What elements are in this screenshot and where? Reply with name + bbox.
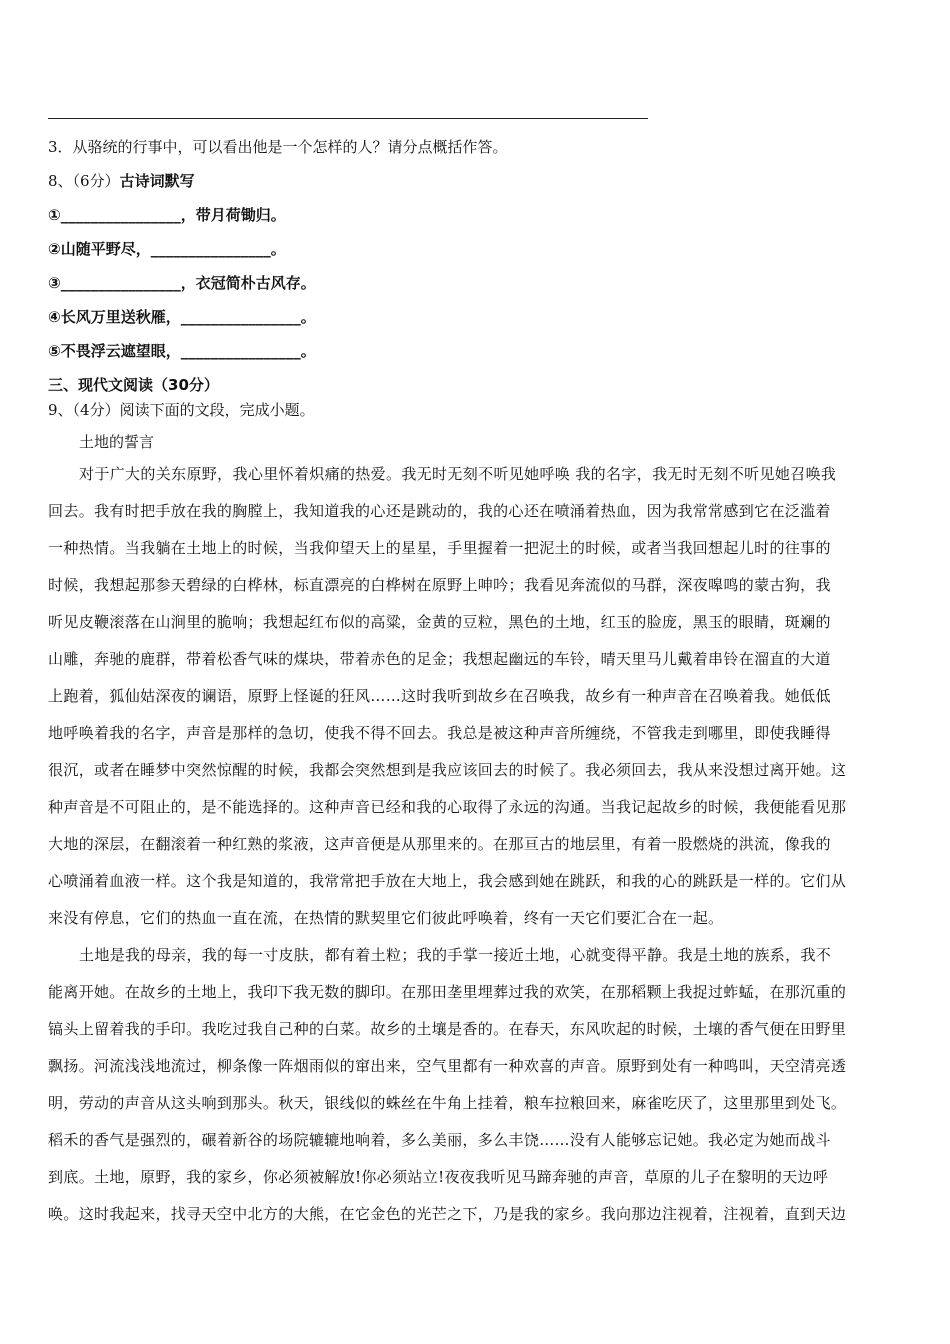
passage-line: 稻禾的香气是强烈的，碾着新谷的场院辘辘地响着，多么美丽，多么丰饶……没有人能够忘记她。我必定为她而战斗 (48, 1131, 831, 1149)
passage-line: 上跑着，狐仙姑深夜的谰语，原野上怪诞的狂风……这时我听到故乡在召唤我，故乡有一种声音在召唤着我。她低低 (48, 687, 831, 705)
passage-line: 回去。我有时把手放在我的胸膛上，我知道我的心还是跳动的，我的心还在喷涌着热血，因为我常常感到它在泛滥着 (48, 502, 831, 520)
passage-body (48, 456, 902, 1233)
passage-line: 明，劳动的声音从这头响到那头。秋天，银线似的蛛丝在牛角上挂着，粮车拉粮回来，麻雀吃厌了，这里那里到处飞。 (48, 1094, 847, 1112)
passage-title: 土地的誓言 (79, 433, 155, 451)
poem-item-2: ②山随平野尽，________________。 (48, 240, 286, 258)
poem-item-5: ⑤不畏浮云遮望眼，________________。 (48, 342, 316, 360)
passage-line: 飘扬。河流浅浅地流过，柳条像一阵烟雨似的窜出来，空气里都有一种欢喜的声音。原野到处有一种鸣叫，天空清亮透 (48, 1057, 847, 1075)
answer-line (48, 118, 648, 119)
poem-item-1: ①________________，带月荷锄归。 (48, 206, 286, 224)
passage-line: 时候，我想起那参天碧绿的白桦林，标直漂亮的白桦树在原野上呻吟；我看见奔流似的马群，深夜嗥鸣的蒙古狗，我 (48, 576, 831, 594)
question-3: 3．从骆统的行事中，可以看出他是一个怎样的人？请分点概括作答。 (48, 138, 508, 156)
question-9: 9、（4分）阅读下面的文段，完成小题。 (48, 401, 315, 419)
passage-line: 一种热情。当我躺在土地上的时候，当我仰望天上的星星，手里握着一把泥土的时候，或者当我回想起儿时的往事的 (48, 539, 831, 557)
passage-line: 唤。这时我起来，找寻天空中北方的大熊，在它金色的光芒之下，乃是我的家乡。我向那边注视着，注视着，直到天边 (48, 1205, 847, 1223)
poem-item-4: ④长风万里送秋雁，________________。 (48, 308, 316, 326)
question-8-heading (48, 171, 195, 191)
passage-line: 山雕，奔驰的鹿群，带着松香气味的煤块，带着赤色的足金；我想起幽远的车铃，晴天里马儿戴着串铃在溜直的大道 (48, 650, 831, 668)
passage-line: 到底。土地，原野，我的家乡，你必须被解放!你必须站立!夜夜我听见马蹄奔驰的声音，草原的儿子在黎明的天边呼 (48, 1168, 829, 1186)
passage-line: 能离开她。在故乡的土地上，我印下我无数的脚印。在那田垄里埋葬过我的欢笑，在那稻颗上我捉过蚱蜢，在那沉重的 (48, 983, 847, 1001)
passage-line: 大地的深层，在翻滚着一种红熟的浆液，这声音便是从那里来的。在那亘古的地层里，有着一股燃烧的洪流，像我的 (48, 835, 831, 853)
question-8-prefix: 8、（6分） (48, 172, 120, 190)
question-8-title: 古诗词默写 (119, 172, 195, 190)
passage-line: 来没有停息，它们的热血一直在流，在热情的默契里它们彼此呼唤着，终有一天它们要汇合在一起。 (48, 909, 724, 927)
poem-item-3: ③________________，衣冠简朴古风存。 (48, 274, 316, 292)
passage-line: 对于广大的关东原野，我心里怀着炽痛的热爱。我无时无刻不听见她呼唤 我的名字，我无时无刻不听见她召唤我 (79, 465, 837, 483)
passage-line: 心喷涌着血液一样。这个我是知道的，我常常把手放在大地上，我会感到她在跳跃，和我的心的跳跃是一样的。它们从 (48, 872, 847, 890)
passage-line: 听见皮鞭滚落在山涧里的脆响；我想起红布似的高粱，金黄的豆粒，黑色的土地，红玉的脸庞，黑玉的眼睛，斑斓的 (48, 613, 831, 631)
passage-line: 土地是我的母亲，我的每一寸皮肤，都有着土粒；我的手掌一接近土地，心就变得平静。我是土地的族系，我不 (79, 946, 832, 964)
passage-line: 很沉，或者在睡梦中突然惊醒的时候，我都会突然想到是我应该回去的时候了。我必须回去，我从来没想过离开她。这 (48, 761, 847, 779)
section-title: 三、现代文阅读（30分） (48, 376, 219, 394)
passage-line: 种声音是不可阻止的，是不能选择的。这种声音已经和我的心取得了永远的沟通。当我记起故乡的时候，我便能看见那 (48, 798, 847, 816)
passage-line: 地呼唤着我的名字，声音是那样的急切，使我不得不回去。我总是被这种声音所缠绕，不管我走到哪里，即使我睡得 (48, 724, 831, 742)
passage-line: 镐头上留着我的手印。我吃过我自己种的白菜。故乡的土壤是香的。在春天，东风吹起的时候，土壤的香气便在田野里 (48, 1020, 847, 1038)
